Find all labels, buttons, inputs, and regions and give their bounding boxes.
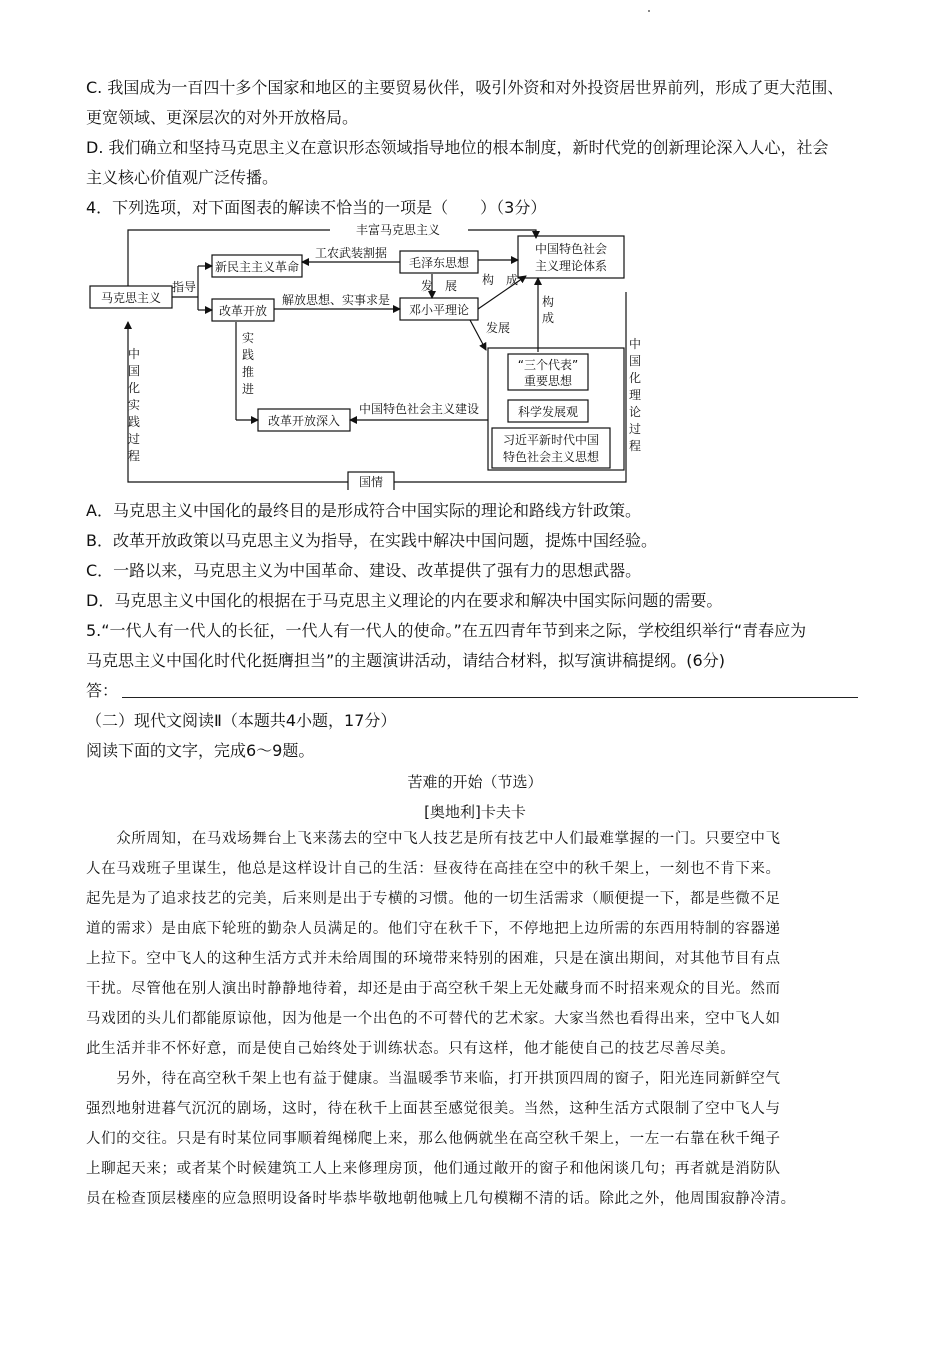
diagram-practice-push-1: 实 [241, 331, 255, 345]
diagram-armed-separatism: 工农武装割据 [314, 246, 388, 260]
diagram-socialism-construction: 中国特色社会主义建设 [358, 402, 480, 416]
diagram-national-conditions: 国情 [358, 475, 384, 489]
q4-stem: 4．下列选项，对下面图表的解读不恰当的一项是（ ）（3分） [86, 198, 547, 217]
diagram-three-represents-l1: “三个代表” [517, 358, 579, 372]
passage-line-2: 人在马戏班子里谋生，他总是这样设计自己的生活：昼夜待在高挂在空中的秋千架上，一刻也不肯下来。 [86, 861, 781, 877]
passage-line-6: 干扰。尽管他在别人演出时静静地待着，却还是由于高空秋千架上无处藏身而不时招来观众的目光。然而 [86, 981, 781, 997]
diagram-xi-thought-l1: 习近平新时代中国 [502, 433, 600, 447]
diagram-left-vertical-3: 化 [127, 381, 141, 395]
passage-line-4: 道的需求）是由底下轮班的勤杂人员满足的。他们守在秋千下，不停地把上边所需的东西用特制的容器递 [86, 921, 781, 937]
section-heading: （二）现代文阅读Ⅱ（本题共4小题，17分） [86, 711, 397, 730]
diagram-xi-thought-l2: 特色社会主义思想 [502, 450, 600, 464]
diagram-constitute-1: 构 成 [481, 273, 519, 287]
diagram-right-vertical-5: 论 [628, 405, 642, 419]
q5-answer-label: 答： [86, 681, 119, 700]
scan-speck [648, 10, 650, 12]
diagram-deepen-reform: 改革开放深入 [267, 414, 341, 428]
diagram-emancipate-mind: 解放思想、实事求是 [281, 293, 391, 307]
diagram-left-vertical-1: 中 [127, 347, 141, 361]
diagram-left-vertical-4: 实 [127, 398, 141, 412]
diagram-left-vertical-7: 程 [127, 449, 141, 463]
diagram-left-vertical-6: 过 [127, 432, 141, 446]
diagram-socialism-theory-l1: 中国特色社会 [534, 242, 608, 256]
diagram-new-democratic-revolution: 新民主主义革命 [214, 260, 300, 274]
q3-option-d-line2: 主义核心价值观广泛传播。 [86, 168, 279, 187]
diagram-deng-theory: 邓小平理论 [408, 303, 470, 317]
q4-option-c: C．一路以来，马克思主义为中国革命、建设、改革提供了强有力的思想武器。 [86, 561, 642, 580]
q3-option-c-line1: C. 我国成为一百四十多个国家和地区的主要贸易伙伴，吸引外资和对外投资居世界前列，形成了更大范围、 [86, 78, 844, 97]
q4-option-b: B．改革开放政策以马克思主义为指导，在实践中解决中国问题，提炼中国经验。 [86, 531, 657, 550]
diagram-right-vertical-4: 理 [628, 388, 642, 402]
passage-line-10: 强烈地射进暮气沉沉的剧场，这时，待在秋千上面甚至感觉很美。当然，这种生活方式限制了空中飞人与 [86, 1101, 781, 1117]
diagram-practice-push-3: 推 [241, 365, 255, 379]
q3-option-d-line1: D. 我们确立和坚持马克思主义在意识形态领域指导地位的根本制度，新时代党的创新理论深入人心，社会 [86, 138, 829, 157]
passage-line-8: 此生活并非不怀好意，而是使自己始终处于训练状态。只有这样，他才能使自己的技艺尽善尽美。 [86, 1041, 736, 1057]
passage-line-12: 上聊起天来；或者某个时候建筑工人上来修理房顶，他们通过敞开的窗子和他闲谈几句；再者就是消防队 [86, 1161, 781, 1177]
diagram-right-vertical-6: 过 [628, 422, 642, 436]
passage-line-7: 马戏团的头儿们都能原谅他，因为他是一个出色的不可替代的艺术家。大家当然也看得出来，空中飞人如 [86, 1011, 781, 1027]
passage-line-11: 人们的交往。只是有时某位同事顺着绳梯爬上来，那么他俩就坐在高空秋千架上，一左一右靠在秋千绳子 [86, 1131, 781, 1147]
diagram-mao-thought: 毛泽东思想 [408, 256, 470, 270]
diagram-develop-1: 发 展 [420, 279, 458, 293]
diagram-right-vertical-3: 化 [628, 371, 642, 385]
diagram-practice-push-2: 践 [241, 348, 255, 362]
diagram-left-vertical-2: 国 [127, 364, 141, 378]
diagram-right-vertical-1: 中 [628, 337, 642, 351]
diagram-three-represents-l2: 重要思想 [523, 374, 573, 388]
diagram-constitute-2a: 构 [541, 295, 555, 309]
diagram-guide: 指导 [171, 280, 197, 294]
diagram-develop-2: 发展 [485, 321, 511, 335]
q4-option-d: D．马克思主义中国化的根据在于马克思主义理论的内在要求和解决中国实际问题的需要。 [86, 591, 723, 610]
diagram-right-vertical-2: 国 [628, 354, 642, 368]
passage-line-1: 众所周知，在马戏场舞台上飞来荡去的空中飞人技艺是所有技艺中人们最难掌握的一门。只要空中飞 [86, 831, 781, 847]
passage-line-3: 起先是为了追求技艺的完美，后来则是出于专横的习惯。他的一切生活需求（顺便提一下，都是些微不足 [86, 891, 781, 907]
q4-option-a: A．马克思主义中国化的最终目的是形成符合中国实际的理论和路线方针政策。 [86, 501, 641, 520]
q3-option-c-line2: 更宽领域、更深层次的对外开放格局。 [86, 108, 359, 127]
diagram-socialism-theory-l2: 主义理论体系 [534, 259, 608, 273]
passage-author: [奥地利]卡夫卡 [424, 803, 526, 821]
diagram-marxism: 马克思主义 [100, 291, 162, 305]
passage-line-9: 另外，待在高空秋千架上也有益于健康。当温暖季节来临，打开拱顶四周的窗子，阳光连同新鲜空气 [86, 1071, 781, 1087]
passage-line-13: 员在检查顶层楼座的应急照明设备时毕恭毕敬地朝他喊上几句模糊不清的话。除此之外，他周围寂静冷清。 [86, 1191, 796, 1207]
diagram-right-vertical-7: 程 [628, 439, 642, 453]
diagram-left-vertical-5: 践 [127, 415, 141, 429]
marxism-sinicization-diagram [86, 220, 646, 490]
diagram-constitute-2b: 成 [541, 311, 555, 325]
diagram-top-label: 丰富马克思主义 [355, 223, 441, 237]
passage-line-5: 上拉下。空中飞人的这种生活方式并未给周围的环境带来特别的困难，只是在演出期间，对其他节目有点 [86, 951, 781, 967]
passage-title: 苦难的开始（节选） [407, 773, 543, 791]
diagram-practice-push-4: 进 [241, 382, 255, 396]
diagram-reform-opening: 改革开放 [218, 304, 268, 318]
diagram-scientific-development: 科学发展观 [517, 405, 579, 419]
q5-line2: 马克思主义中国化时代化挺膺担当”的主题演讲活动，请结合材料，拟写演讲稿提纲。(6分) [86, 651, 725, 670]
q5-line1: 5.“一代人有一代人的长征，一代人有一代人的使命。”在五四青年节到来之际，学校组织举行“青春应为 [86, 621, 807, 640]
answer-line [122, 697, 858, 698]
section-instruction: 阅读下面的文字，完成6～9题。 [86, 741, 315, 760]
